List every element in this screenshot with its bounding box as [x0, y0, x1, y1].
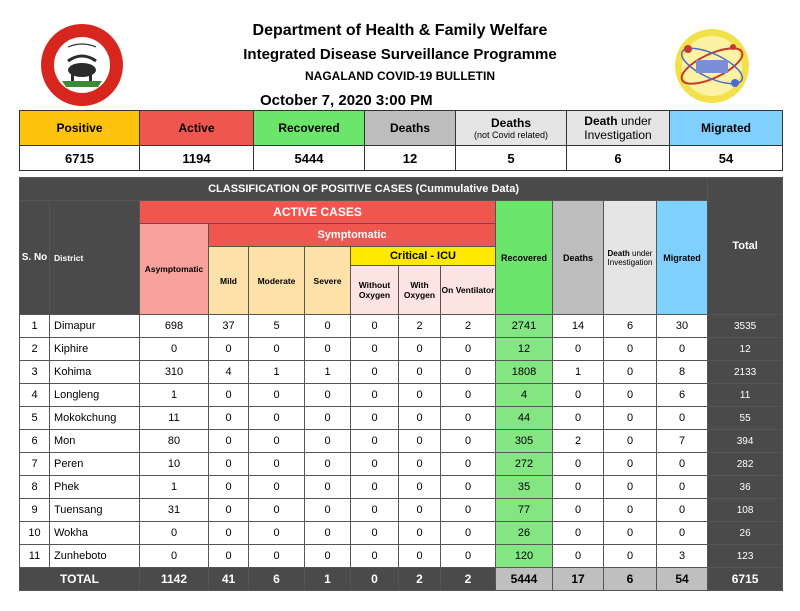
cell-severe: 0: [305, 476, 351, 499]
active-cases-header: ACTIVE CASES: [140, 201, 496, 224]
cell-without-oxygen: 0: [351, 545, 399, 568]
symptomatic-header: Symptomatic: [209, 224, 496, 247]
total-asymptomatic: 1142: [140, 568, 209, 591]
cell-mild: 0: [209, 338, 249, 361]
cell-moderate: 0: [249, 430, 305, 453]
cell-without-oxygen: 0: [351, 430, 399, 453]
cell-severe: 0: [305, 315, 351, 338]
cell-recovered: 4: [496, 384, 553, 407]
cell-district: Tuensang: [50, 499, 140, 522]
cell-mild: 0: [209, 476, 249, 499]
col-death-inv-word2: under: [632, 248, 653, 258]
cell-death-investigation: 6: [604, 315, 657, 338]
cell-moderate: 0: [249, 499, 305, 522]
table-row: [20, 361, 783, 384]
cell-total: 3535: [708, 315, 783, 338]
cell-district: Peren: [50, 453, 140, 476]
cell-with-oxygen: 0: [399, 522, 441, 545]
total-recovered: 5444: [496, 568, 553, 591]
cell-without-oxygen: 0: [351, 338, 399, 361]
col-severe-header: Severe: [305, 247, 351, 315]
cell-sno: 10: [20, 522, 50, 545]
cell-deaths: 0: [553, 522, 604, 545]
cell-sno: 4: [20, 384, 50, 407]
cell-with-oxygen: 0: [399, 476, 441, 499]
cell-severe: 0: [305, 499, 351, 522]
cell-death-investigation: 0: [604, 453, 657, 476]
cell-with-oxygen: 0: [399, 338, 441, 361]
cell-without-oxygen: 0: [351, 499, 399, 522]
cell-with-oxygen: 0: [399, 453, 441, 476]
active-label: Active: [140, 111, 254, 146]
cell-on-ventilator: 0: [441, 384, 496, 407]
cell-moderate: 5: [249, 315, 305, 338]
cell-district: Kohima: [50, 361, 140, 384]
cell-district: Longleng: [50, 384, 140, 407]
cell-sno: 1: [20, 315, 50, 338]
recovered-label: Recovered: [254, 111, 365, 146]
cell-total: 282: [708, 453, 783, 476]
cell-migrated: 0: [657, 522, 708, 545]
idsp-nagaland-logo: [673, 27, 751, 105]
cell-on-ventilator: 0: [441, 407, 496, 430]
cell-sno: 9: [20, 499, 50, 522]
cell-recovered: 77: [496, 499, 553, 522]
cell-with-oxygen: 0: [399, 361, 441, 384]
cell-district: Mokokchung: [50, 407, 140, 430]
col-moderate-header: Moderate: [249, 247, 305, 315]
cell-sno: 5: [20, 407, 50, 430]
cell-mild: 4: [209, 361, 249, 384]
death-investigation-word1: Death: [584, 114, 618, 128]
cell-deaths: 0: [553, 453, 604, 476]
cell-deaths: 0: [553, 499, 604, 522]
col-death-investigation-header: [604, 201, 657, 315]
cell-on-ventilator: 0: [441, 338, 496, 361]
deaths-noncovid-value: 5: [456, 146, 567, 171]
cell-without-oxygen: 0: [351, 453, 399, 476]
cell-death-investigation: 0: [604, 499, 657, 522]
cell-severe: 0: [305, 453, 351, 476]
cell-without-oxygen: 0: [351, 384, 399, 407]
col-recovered-header: Recovered: [496, 201, 553, 315]
death-investigation-label: [567, 111, 670, 146]
col-district-header: District: [50, 201, 140, 315]
cell-district: Dimapur: [50, 315, 140, 338]
cell-mild: 0: [209, 430, 249, 453]
total-on-ventilator: 2: [441, 568, 496, 591]
col-deaths-header: Deaths: [553, 201, 604, 315]
cell-on-ventilator: 0: [441, 453, 496, 476]
cell-on-ventilator: 0: [441, 522, 496, 545]
cell-migrated: 30: [657, 315, 708, 338]
migrated-label: Migrated: [670, 111, 783, 146]
cell-migrated: 0: [657, 453, 708, 476]
cell-death-investigation: 0: [604, 430, 657, 453]
cell-mild: 37: [209, 315, 249, 338]
cell-asymptomatic: 0: [140, 338, 209, 361]
cell-total: 394: [708, 430, 783, 453]
cell-asymptomatic: 310: [140, 361, 209, 384]
death-investigation-word3: Investigation: [584, 128, 652, 142]
cell-recovered: 1808: [496, 361, 553, 384]
cell-district: Mon: [50, 430, 140, 453]
cell-moderate: 0: [249, 338, 305, 361]
cell-sno: 11: [20, 545, 50, 568]
col-death-inv-word3: Investigation: [607, 257, 653, 267]
cell-moderate: 0: [249, 545, 305, 568]
col-without-oxygen-header: Without Oxygen: [351, 266, 399, 315]
cell-asymptomatic: 1: [140, 384, 209, 407]
cell-deaths: 14: [553, 315, 604, 338]
total-row: [20, 568, 783, 591]
total-total: 6715: [708, 568, 783, 591]
cell-recovered: 12: [496, 338, 553, 361]
deaths-noncovid-sub: (not Covid related): [473, 130, 549, 140]
table-row: [20, 453, 783, 476]
cell-district: Wokha: [50, 522, 140, 545]
cell-asymptomatic: 80: [140, 430, 209, 453]
cell-total: 36: [708, 476, 783, 499]
nagaland-seal-logo: [40, 23, 124, 107]
classification-table: [19, 177, 783, 591]
table-row: [20, 315, 783, 338]
col-with-oxygen-header: With Oxygen: [399, 266, 441, 315]
cell-migrated: 0: [657, 499, 708, 522]
total-with-oxygen: 2: [399, 568, 441, 591]
cell-death-investigation: 0: [604, 545, 657, 568]
deaths-label: Deaths: [365, 111, 456, 146]
table-row: [20, 338, 783, 361]
cell-death-investigation: 0: [604, 338, 657, 361]
cell-recovered: 2741: [496, 315, 553, 338]
cell-asymptomatic: 31: [140, 499, 209, 522]
cell-deaths: 2: [553, 430, 604, 453]
col-death-inv-word1: Death: [607, 248, 630, 258]
cell-total: 11: [708, 384, 783, 407]
cell-with-oxygen: 0: [399, 499, 441, 522]
cell-death-investigation: 0: [604, 522, 657, 545]
cell-sno: 8: [20, 476, 50, 499]
cell-moderate: 0: [249, 407, 305, 430]
deaths-value: 12: [365, 146, 456, 171]
cell-recovered: 272: [496, 453, 553, 476]
summary-table: [19, 110, 783, 171]
cell-migrated: 0: [657, 407, 708, 430]
cell-deaths: 0: [553, 545, 604, 568]
total-migrated: 54: [657, 568, 708, 591]
deaths-noncovid-label: [456, 111, 567, 146]
death-investigation-value: 6: [567, 146, 670, 171]
cell-with-oxygen: 0: [399, 545, 441, 568]
cell-total: 123: [708, 545, 783, 568]
cell-without-oxygen: 0: [351, 476, 399, 499]
classification-title: CLASSIFICATION OF POSITIVE CASES (Cummulative Data): [20, 178, 708, 201]
cell-migrated: 3: [657, 545, 708, 568]
cell-sno: 7: [20, 453, 50, 476]
cell-total: 55: [708, 407, 783, 430]
cell-moderate: 1: [249, 361, 305, 384]
cell-asymptomatic: 698: [140, 315, 209, 338]
cell-sno: 3: [20, 361, 50, 384]
cell-moderate: 0: [249, 522, 305, 545]
positive-value: 6715: [20, 146, 140, 171]
cell-sno: 2: [20, 338, 50, 361]
cell-total: 26: [708, 522, 783, 545]
cell-total: 2133: [708, 361, 783, 384]
cell-migrated: 6: [657, 384, 708, 407]
cell-mild: 0: [209, 384, 249, 407]
cell-severe: 0: [305, 407, 351, 430]
cell-without-oxygen: 0: [351, 522, 399, 545]
col-mild-header: Mild: [209, 247, 249, 315]
cell-migrated: 0: [657, 338, 708, 361]
cell-mild: 0: [209, 453, 249, 476]
table-row: [20, 545, 783, 568]
cell-deaths: 0: [553, 384, 604, 407]
cell-moderate: 0: [249, 476, 305, 499]
total-without-oxygen: 0: [351, 568, 399, 591]
cell-deaths: 0: [553, 407, 604, 430]
total-mild: 41: [209, 568, 249, 591]
total-death-investigation: 6: [604, 568, 657, 591]
bulletin-date: October 7, 2020 3:00 PM: [260, 92, 433, 109]
cell-severe: 0: [305, 522, 351, 545]
cell-severe: 1: [305, 361, 351, 384]
cell-mild: 0: [209, 499, 249, 522]
cell-severe: 0: [305, 338, 351, 361]
cell-recovered: 35: [496, 476, 553, 499]
table-row: [20, 407, 783, 430]
table-row: [20, 384, 783, 407]
bulletin-title: Department of Health & Family Welfare: [252, 22, 548, 39]
cell-on-ventilator: 2: [441, 315, 496, 338]
cell-without-oxygen: 0: [351, 361, 399, 384]
cell-death-investigation: 0: [604, 407, 657, 430]
active-value: 1194: [140, 146, 254, 171]
total-label: TOTAL: [20, 568, 140, 591]
table-row: [20, 476, 783, 499]
cell-severe: 0: [305, 545, 351, 568]
cell-death-investigation: 0: [604, 476, 657, 499]
cell-with-oxygen: 0: [399, 430, 441, 453]
cell-district: Kiphire: [50, 338, 140, 361]
col-on-ventilator-header: On Ventilator: [441, 266, 496, 315]
deaths-noncovid-title: Deaths: [490, 116, 531, 130]
cell-with-oxygen: 0: [399, 384, 441, 407]
cell-mild: 0: [209, 407, 249, 430]
cell-severe: 0: [305, 430, 351, 453]
table-row: [20, 499, 783, 522]
bulletin-name: NAGALAND COVID-19 BULLETIN: [304, 69, 495, 83]
table-row: [20, 522, 783, 545]
cell-total: 12: [708, 338, 783, 361]
cell-deaths: 1: [553, 361, 604, 384]
cell-on-ventilator: 0: [441, 430, 496, 453]
cell-recovered: 120: [496, 545, 553, 568]
cell-total: 108: [708, 499, 783, 522]
cell-recovered: 305: [496, 430, 553, 453]
cell-sno: 6: [20, 430, 50, 453]
col-asymptomatic-header: Asymptomatic: [140, 224, 209, 315]
col-sno-header: S. No: [20, 201, 50, 315]
col-migrated-header: Migrated: [657, 201, 708, 315]
cell-with-oxygen: 0: [399, 407, 441, 430]
cell-deaths: 0: [553, 338, 604, 361]
cell-moderate: 0: [249, 384, 305, 407]
cell-death-investigation: 0: [604, 361, 657, 384]
cell-asymptomatic: 0: [140, 522, 209, 545]
bulletin-subtitle: Integrated Disease Surveillance Programme: [243, 46, 557, 63]
death-investigation-word2: under: [620, 114, 652, 128]
cell-migrated: 8: [657, 361, 708, 384]
cell-asymptomatic: 0: [140, 545, 209, 568]
cell-without-oxygen: 0: [351, 407, 399, 430]
table-row: [20, 430, 783, 453]
cell-asymptomatic: 10: [140, 453, 209, 476]
total-deaths: 17: [553, 568, 604, 591]
total-moderate: 6: [249, 568, 305, 591]
recovered-value: 5444: [254, 146, 365, 171]
total-severe: 1: [305, 568, 351, 591]
cell-district: Phek: [50, 476, 140, 499]
cell-on-ventilator: 0: [441, 361, 496, 384]
cell-moderate: 0: [249, 453, 305, 476]
cell-mild: 0: [209, 545, 249, 568]
cell-on-ventilator: 0: [441, 476, 496, 499]
positive-label: Positive: [20, 111, 140, 146]
cell-deaths: 0: [553, 476, 604, 499]
critical-icu-header: Critical - ICU: [351, 247, 496, 266]
cell-without-oxygen: 0: [351, 315, 399, 338]
cell-on-ventilator: 0: [441, 545, 496, 568]
cell-district: Zunheboto: [50, 545, 140, 568]
cell-on-ventilator: 0: [441, 499, 496, 522]
migrated-value: 54: [670, 146, 783, 171]
cell-recovered: 26: [496, 522, 553, 545]
cell-death-investigation: 0: [604, 384, 657, 407]
cell-asymptomatic: 11: [140, 407, 209, 430]
cell-recovered: 44: [496, 407, 553, 430]
cell-asymptomatic: 1: [140, 476, 209, 499]
cell-mild: 0: [209, 522, 249, 545]
cell-with-oxygen: 2: [399, 315, 441, 338]
cell-severe: 0: [305, 384, 351, 407]
cell-migrated: 7: [657, 430, 708, 453]
col-total-header: Total: [708, 178, 783, 315]
cell-migrated: 0: [657, 476, 708, 499]
